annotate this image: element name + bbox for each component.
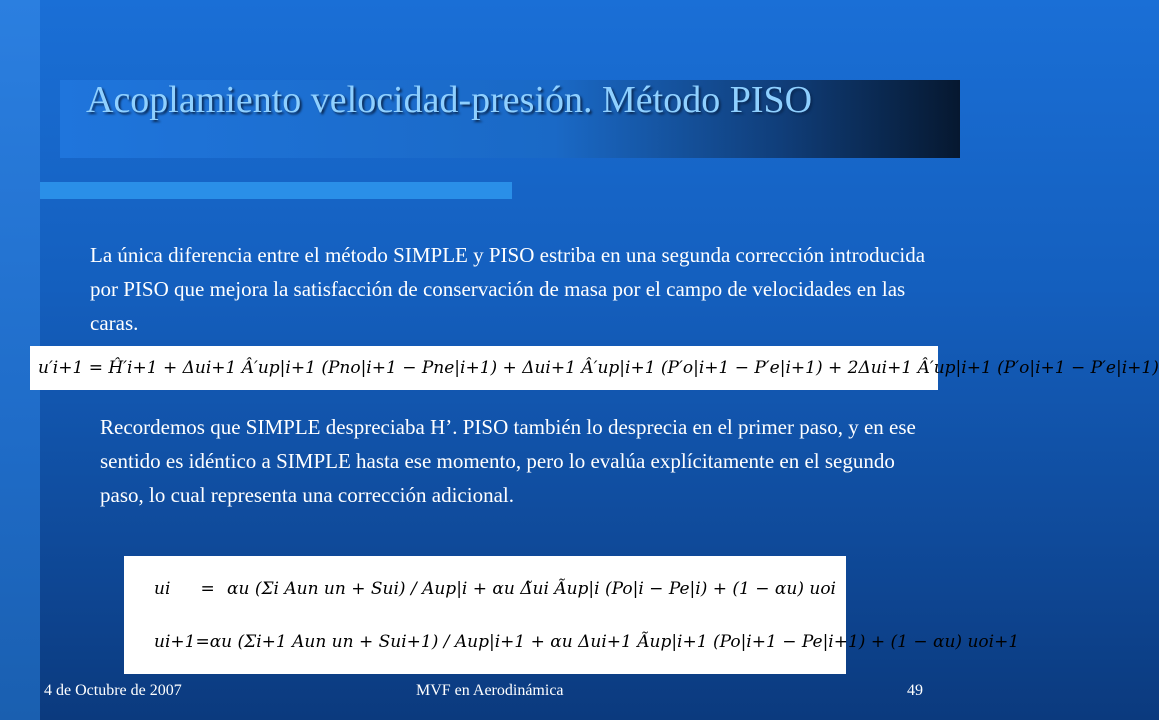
equation-3-rhs: αu (Σi+1 Aun un + Sui+1) / Aup|i+1 + αu Δui+1 Ãup|i+1 (Po|i+1 − Pe|i+1) + (1 − αu) uoi+1 [209,631,1020,652]
footer-course: MVF en Aerodinámica [416,682,564,699]
equation-2-lhs: ui [154,578,171,599]
footer-date: 4 de Octubre de 2007 [44,682,182,699]
title-underline-bar [40,182,512,199]
page-number: 49 [907,682,923,699]
paragraph-2: Recordemos que SIMPLE despreciaba H’. PISO también lo desprecia en el primer paso, y en ese sentido es idéntico a SIMPLE hasta ese momento, pero lo evalúa explícitamente en el segundo paso, lo cual representa una corrección adicional. [100,415,916,507]
equation-1 [30,346,1159,390]
equals-sign: = [200,578,215,599]
equation-3-row [134,615,1020,668]
equation-1-text: u′i+1 = Ĥ′i+1 + Δui+1 Â′up|i+1 (Pno|i+1 − Pne|i+1) + Δui+1 Â′up|i+1 (P′o|i+1 − P′e|i+1) + 2Δui+1 Â′up|i+1 (P′o|i+1 − P′e|i+1) [38,358,1159,378]
slide-title: Acoplamiento velocidad-presión. Método PISO [86,79,813,121]
paragraph-1: La única diferencia entre el método SIMPLE y PISO estriba en una segunda corrección introducida por PISO que mejora la satisfacción de conservación de masa por el campo de velocidades en las caras. [90,243,926,335]
equation-2-row [134,562,836,615]
equation-3-lhs: ui+1 [154,631,196,652]
equation-block [124,556,1020,674]
equation-2-rhs: αu (Σi Aun un + Sui) / Aup|i + αu Δ̃ui Ãup|i (Po|i − Pe|i) + (1 − αu) uoi [227,578,836,599]
equals-sign: = [195,631,210,652]
